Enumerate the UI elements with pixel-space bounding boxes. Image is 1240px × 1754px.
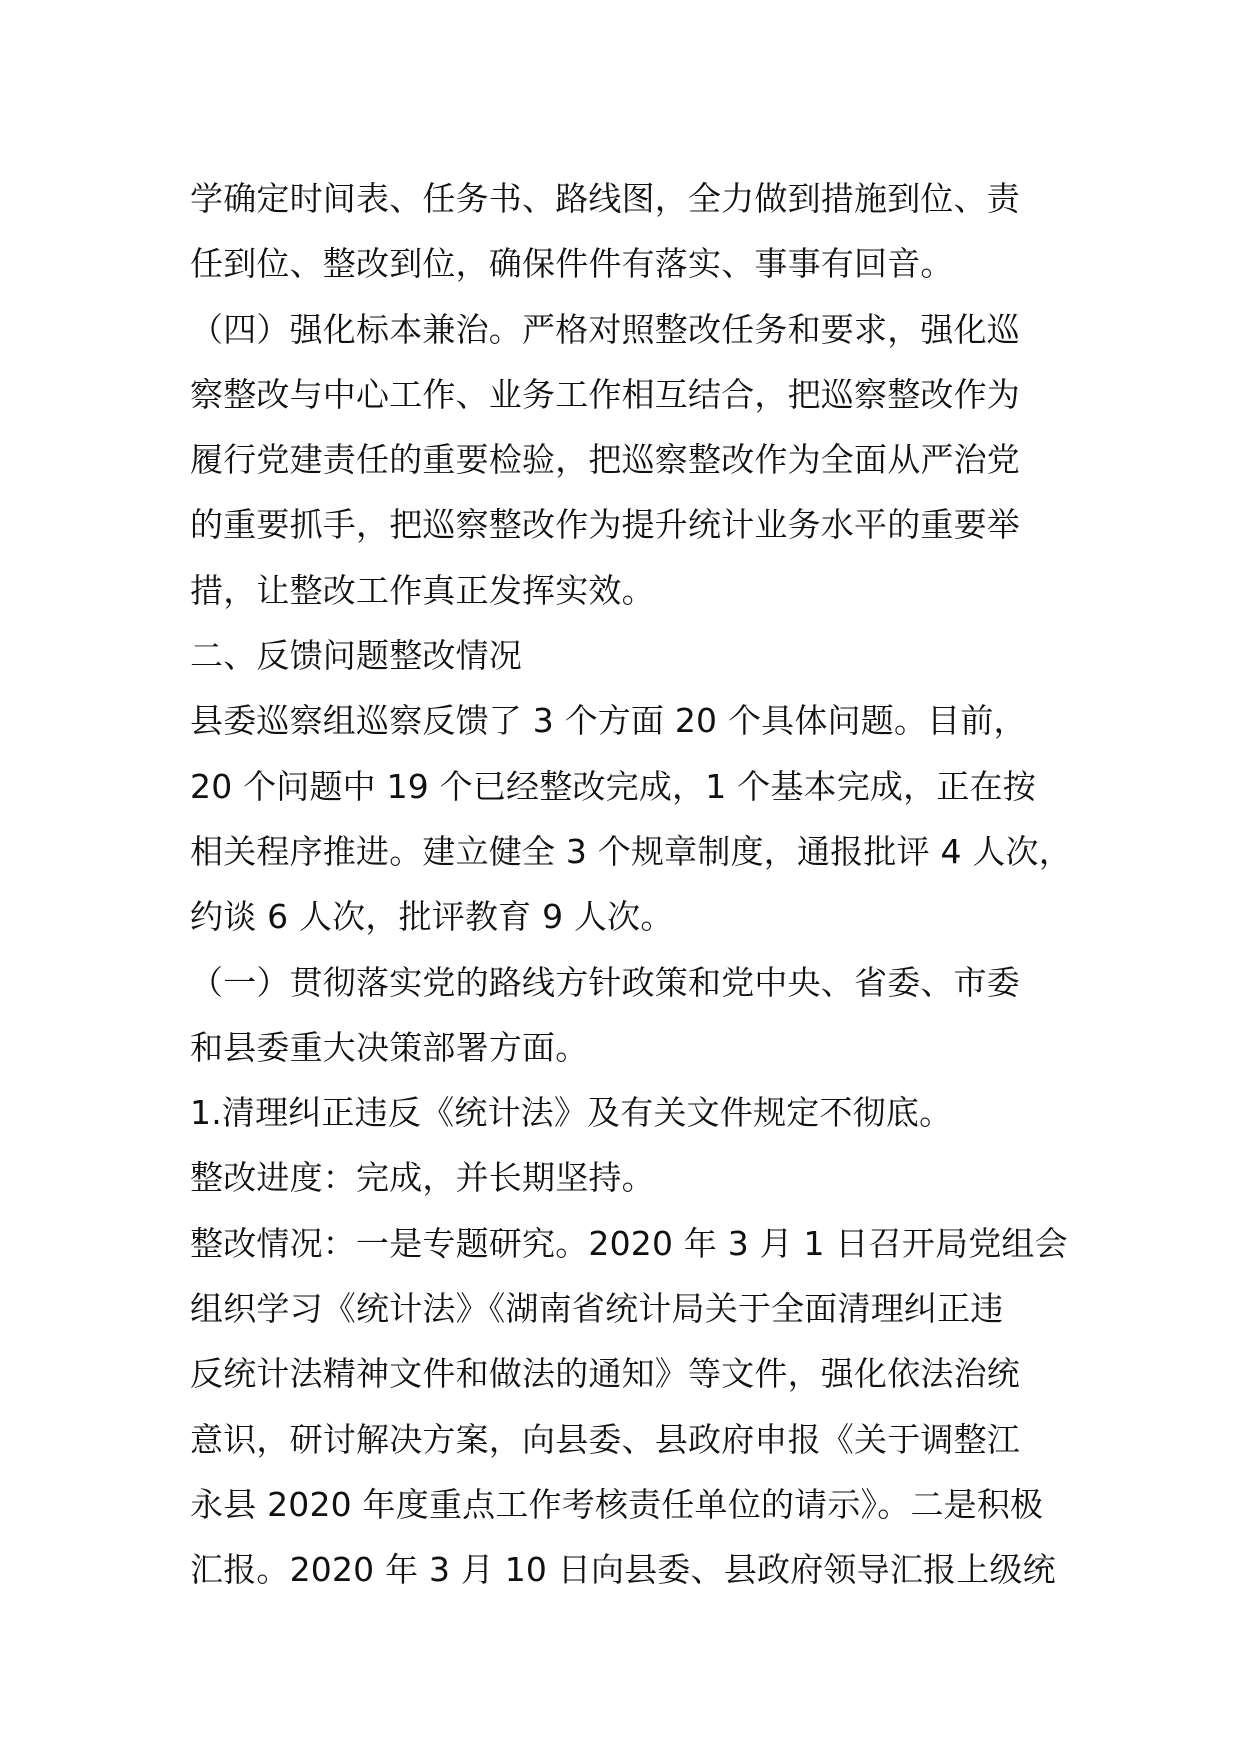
text-line: 意识，研讨解决方案，向县委、县政府申报《关于调整江 <box>190 1419 1020 1459</box>
text-line: 约谈 6 人次，批评教育 9 人次。 <box>190 897 674 937</box>
text-line: 组织学习《统计法》《湖南省统计局关于全面清理纠正违 <box>190 1289 1004 1329</box>
text-line: 措，让整改工作真正发挥实效。 <box>190 570 655 610</box>
text-line: 履行党建责任的重要检验，把巡察整改作为全面从严治党 <box>190 440 1020 480</box>
section-heading: （一）贯彻落实党的路线方针政策和党中央、省委、市委 <box>190 962 1020 1002</box>
progress-line: 整改进度：完成，并长期坚持。 <box>190 1158 655 1198</box>
text-line: 整改情况：一是专题研究。2020 年 3 月 1 日召开局党组会 <box>190 1223 1068 1263</box>
chapter-heading: 二、反馈问题整改情况 <box>190 636 522 676</box>
text-line: 反统计法精神文件和做法的通知》等文件，强化依法治统 <box>190 1354 1020 1394</box>
text-line: 相关程序推进。建立健全 3 个规章制度，通报批评 4 人次， <box>190 831 1072 871</box>
text-line: 的重要抓手，把巡察整改作为提升统计业务水平的重要举 <box>190 505 1020 545</box>
text-line: 任到位、整改到位，确保件件有落实、事事有回音。 <box>190 244 954 284</box>
text-line: 20 个问题中 19 个已经整改完成，1 个基本完成，正在按 <box>190 766 1036 806</box>
text-line: 永县 2020 年度重点工作考核责任单位的请示》。二是积极 <box>190 1484 1044 1524</box>
text-line: 汇报。2020 年 3 月 10 日向县委、县政府领导汇报上级统 <box>190 1550 1056 1590</box>
text-line: 和县委重大决策部署方面。 <box>190 1027 589 1067</box>
text-line: 县委巡察组巡察反馈了 3 个方面 20 个具体问题。目前， <box>190 701 1027 741</box>
text-line: 察整改与中心工作、业务工作相互结合，把巡察整改作为 <box>190 374 1020 414</box>
document-body <box>190 166 1090 1603</box>
section-heading: （四）强化标本兼治。严格对照整改任务和要求，强化巡 <box>190 309 1020 349</box>
text-line: 学确定时间表、任务书、路线图，全力做到措施到位、责 <box>190 179 1020 218</box>
item-heading: 1.清理纠正违反《统计法》及有关文件规定不彻底。 <box>190 1093 953 1133</box>
